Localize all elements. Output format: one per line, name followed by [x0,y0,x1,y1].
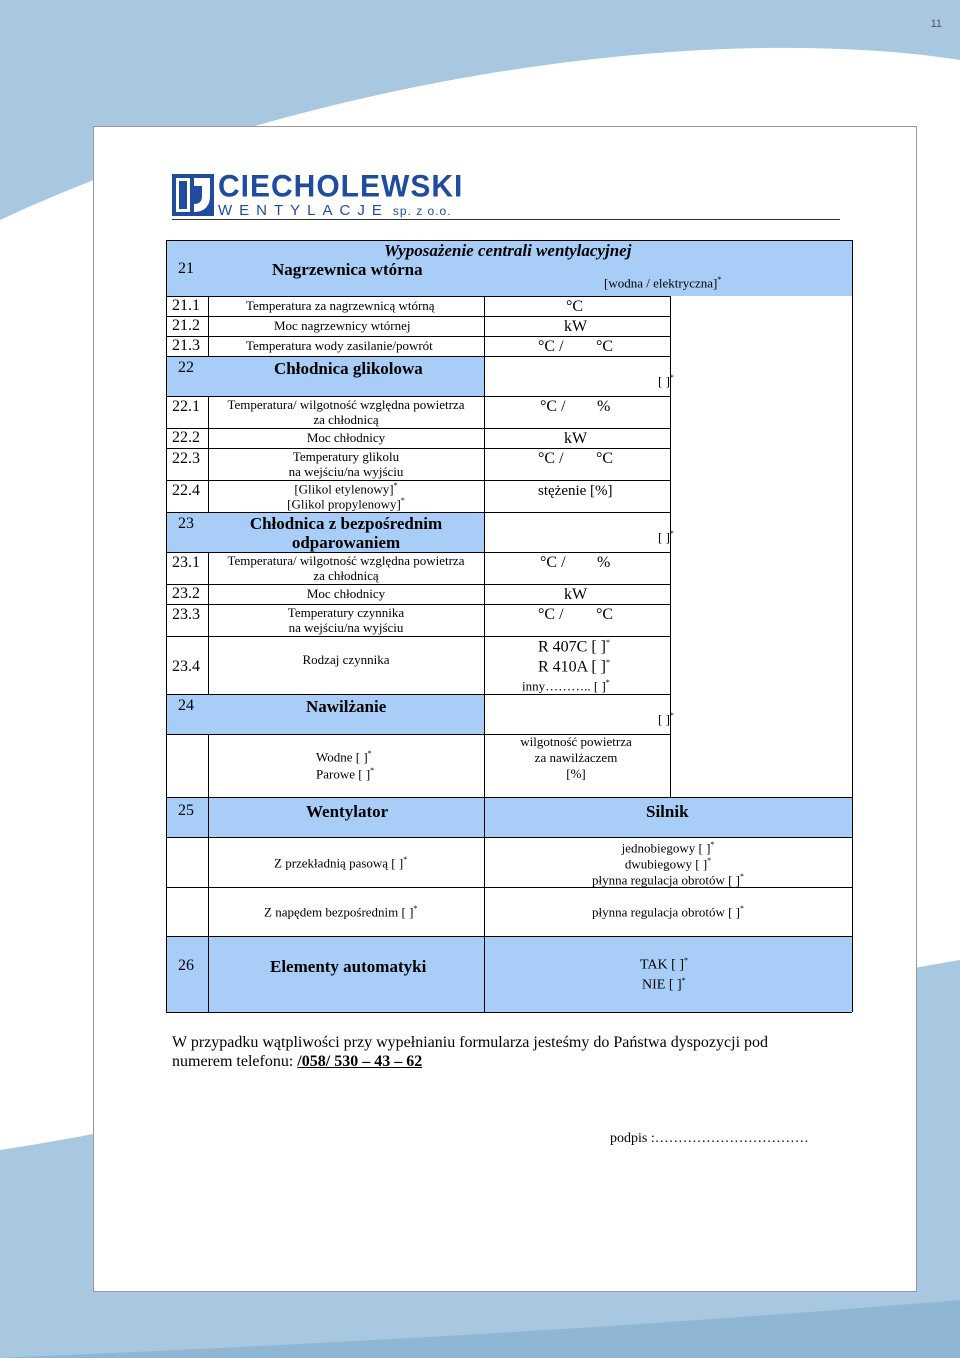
s23-r1-num: 23.1 [172,554,200,571]
s21-r2-label: Moc nagrzewnicy wtórnej [274,318,411,333]
s21-r1-label: Temperatura za nagrzewnicą wtórną [246,298,435,313]
s21-r2-num: 21.2 [172,317,200,334]
s25-motor-title: Silnik [646,802,689,821]
company-logo-subtitle [218,202,452,219]
s22-title: Chłodnica glikolowa [274,359,423,378]
s22-number: 22 [178,359,194,376]
section-26-header [166,936,852,1012]
s26-option-yes[interactable]: TAK [ ]* [640,956,688,973]
contact-note: W przypadku wątpliwości przy wypełnianiu formularza jesteśmy do Państwa dyspozycji pod numerem telefonu: /058/ 530 – 43 – 62 [172,1034,769,1070]
s22-r1-unit-b: % [597,398,611,415]
s22-r3-num: 22.3 [172,450,200,467]
s23-r3-unit-a: °C / [538,606,564,623]
s24-checkbox[interactable]: [ ]* [658,711,674,727]
s26-number: 26 [178,957,194,974]
s23-r1-unit-a: °C / [540,554,566,571]
s23-r4-option-r407c[interactable]: R 407C [ ]* [538,638,610,656]
s22-r4-option-propylene[interactable]: [Glikol propylenowy]* [287,496,405,512]
s22-r1-unit-a: °C / [540,398,566,415]
s25-motor-variable-2[interactable]: płynna regulacja obrotów [ ]* [591,904,744,920]
s23-r3-label-a: Temperatury czynnika [287,605,405,620]
signature-field[interactable]: podpis :…………………………… [610,1131,809,1146]
s23-r3-label-b: na wejściu/na wyjściu [288,620,404,635]
s21-r2-unit: kW [564,318,588,335]
s25-motor-dual[interactable]: dwubiegowy [ ]* [624,856,712,872]
s22-r2-unit: kW [564,430,588,447]
page-number: 11 [930,18,942,30]
s23-r4-option-r410a[interactable]: R 410A [ ]* [538,658,610,676]
s25-motor-single[interactable]: jednobiegowy [ ]* [621,840,715,856]
s21-option[interactable]: [wodna / elektryczna]* [604,275,722,291]
s21-r3-num: 21.3 [172,337,200,354]
s22-r4-option-ethylene[interactable]: [Glikol etylenowy]* [294,481,398,497]
s21-r1-num: 21.1 [172,297,200,314]
s21-r3-unit-a: °C / [538,338,564,355]
s25-option-belt[interactable]: Z przekładnią pasową [ ]* [274,855,408,871]
phone-number: /058/ 530 – 43 – 62 [297,1053,423,1070]
s23-number: 23 [178,515,194,532]
s26-option-no[interactable]: NIE [ ]* [642,976,686,993]
s21-r3-unit-b: °C [596,338,614,355]
s22-checkbox[interactable]: [ ]* [658,373,674,389]
s22-r1-label-b: za chłodnicą [313,412,379,427]
section-25-header [166,797,852,837]
s24-number: 24 [178,697,194,714]
s23-r4-label: Rodzaj czynnika [302,652,390,667]
s22-r3-label-b: na wejściu/na wyjściu [288,464,404,479]
s24-humidity-label-b: za nawilżaczem [534,750,618,765]
company-logo-name: CIECHOLEWSKI [218,169,464,204]
s22-r3-label-a: Temperatury glikolu [292,449,400,464]
s23-r1-unit-b: % [597,554,611,571]
s24-option-steam[interactable]: Parowe [ ]* [316,766,375,782]
s23-r3-unit-b: °C [596,606,614,623]
company-logo-mark [172,174,214,216]
s22-r3-unit-b: °C [596,450,614,467]
s23-r3-num: 23.3 [172,606,200,623]
form-title: Wyposażenie centrali wentylacyjnej [384,241,632,260]
s21-number: 21 [178,260,194,277]
s24-option-water[interactable]: Wodne [ ]* [316,749,372,765]
logo-underline [172,219,840,220]
s25-option-direct[interactable]: Z napędem bezpośrednim [ ]* [264,904,418,920]
s24-title: Nawilżanie [306,697,387,716]
s25-number: 25 [178,802,194,819]
s22-r4-num: 22.4 [172,482,200,499]
s21-r3-label: Temperatura wody zasilanie/powrót [246,338,433,353]
s24-humidity-label-a: wilgotność powietrza [520,734,632,749]
s22-r1-num: 22.1 [172,398,200,415]
s22-r4-unit: stężenie [%] [538,483,613,499]
s23-title-b: odparowaniem [291,533,401,552]
s23-r2-unit: kW [564,586,588,603]
s22-r1-label-a: Temperatura/ wilgotność względna powietrza [227,397,465,412]
s21-r1-unit: °C [566,298,584,315]
s22-r2-label: Moc chłodnicy [306,430,386,445]
s26-title: Elementy automatyki [270,957,427,976]
s23-r2-num: 23.2 [172,585,200,602]
s23-r4-num: 23.4 [172,658,200,675]
s21-title: Nagrzewnica wtórna [272,260,423,279]
s25-motor-variable-1[interactable]: płynna regulacja obrotów [ ]* [591,872,744,888]
logo-line2: WENTYLACJE [218,202,389,219]
s23-r4-option-other[interactable]: inny……….. [ ]* [522,678,610,694]
s23-r1-label-a: Temperatura/ wilgotność względna powietrza [227,553,465,568]
s24-humidity-unit: [%] [566,766,586,781]
s23-r1-label-b: za chłodnicą [313,568,379,583]
s23-title-a: Chłodnica z bezpośrednim [249,514,443,533]
s25-title: Wentylator [306,802,389,821]
logo-suffix: sp. z o.o. [392,204,452,218]
s23-checkbox[interactable]: [ ]* [658,529,674,545]
s22-r3-unit-a: °C / [538,450,564,467]
s22-r2-num: 22.2 [172,429,200,446]
s23-r2-label: Moc chłodnicy [306,586,386,601]
